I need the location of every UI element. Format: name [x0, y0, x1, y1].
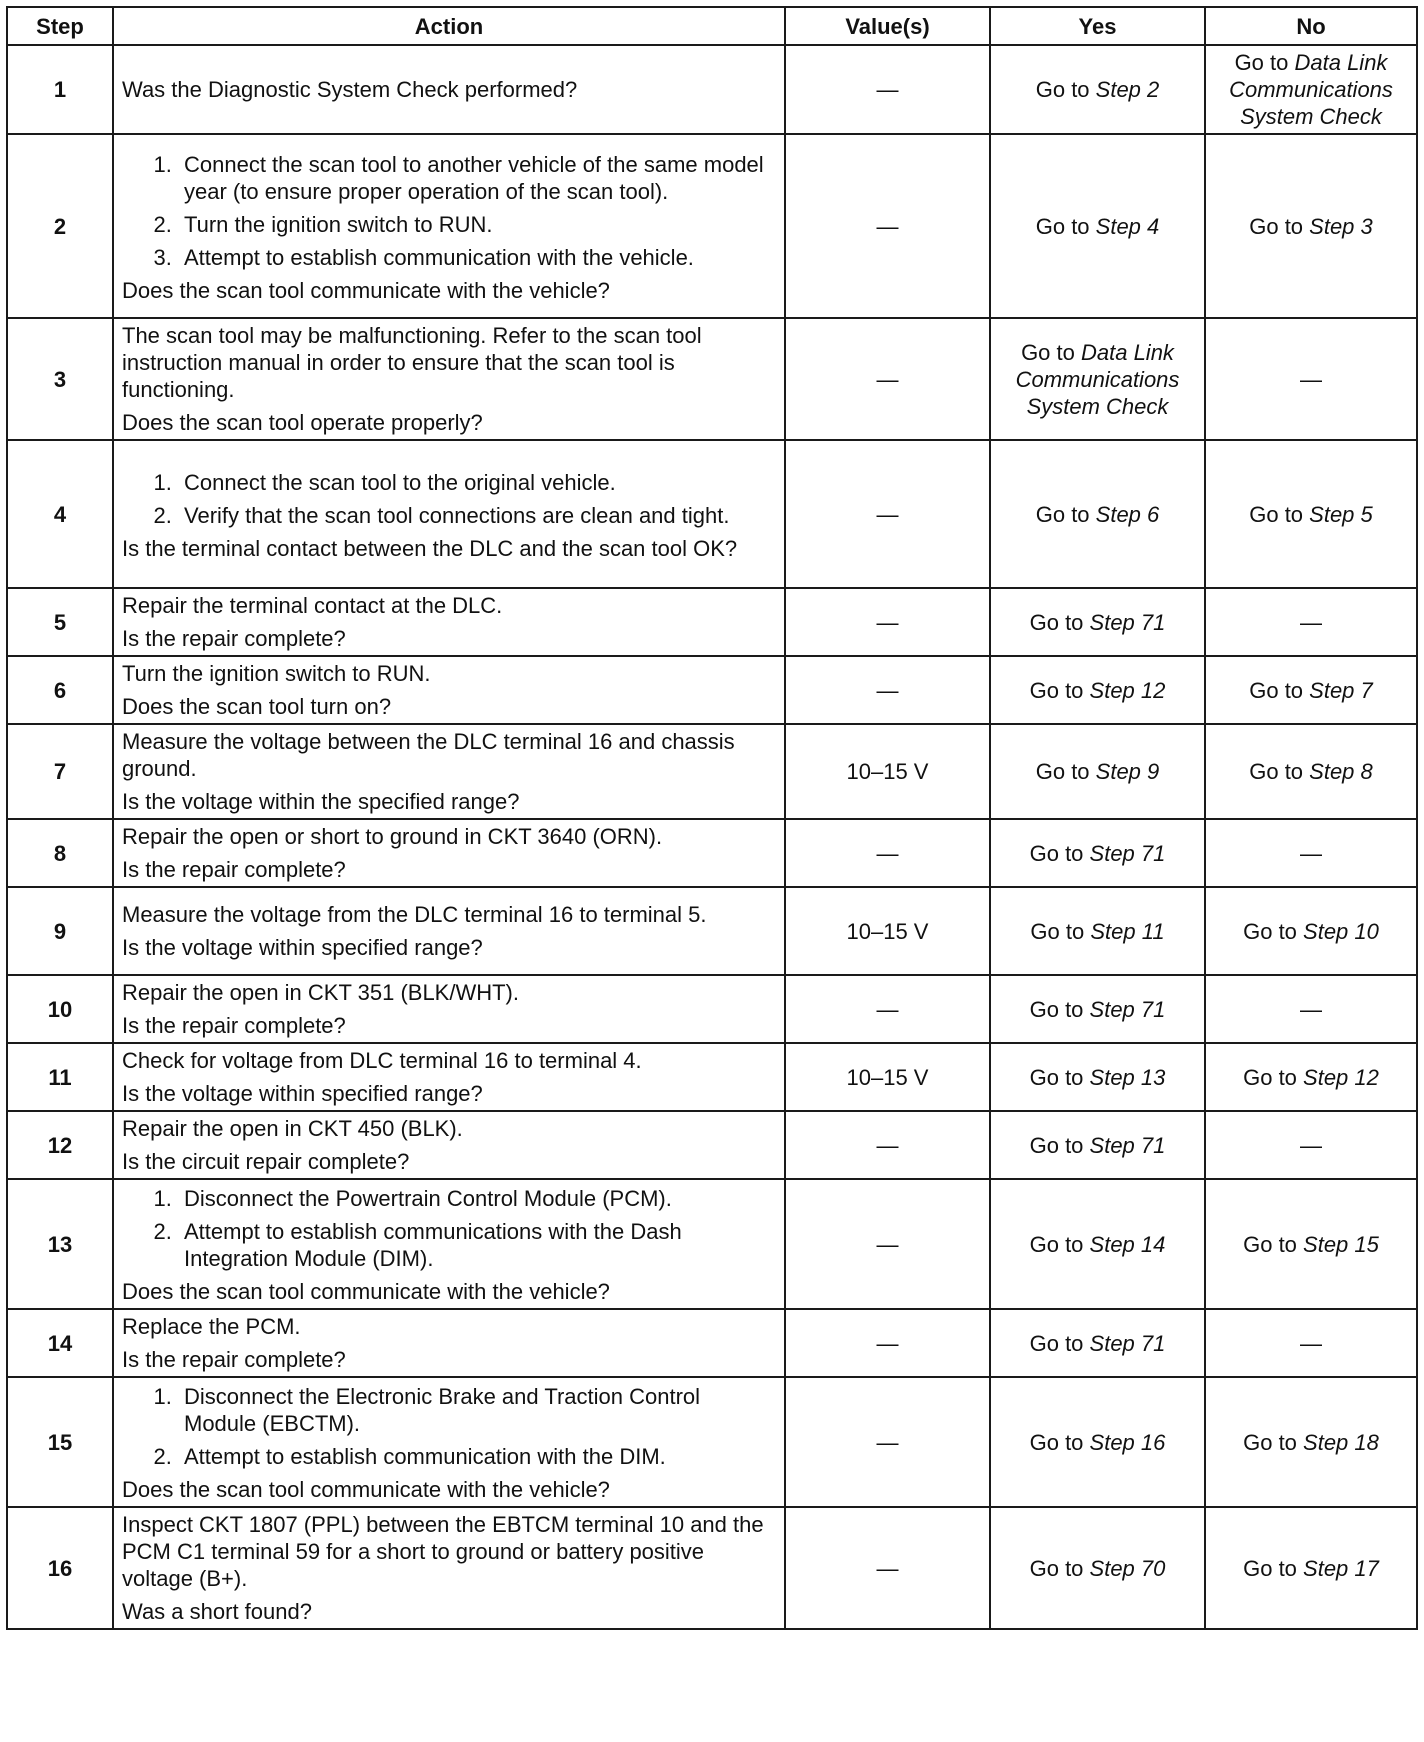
header-step: Step: [7, 7, 113, 45]
yes-goto-reference: Data Link Communications System Check: [1015, 339, 1180, 419]
yes-goto-prefix: Go to: [1029, 1064, 1090, 1090]
value-cell: —: [785, 134, 990, 318]
action-cell: [113, 1377, 785, 1507]
no-outcome: [1205, 1309, 1417, 1377]
no-not-applicable: —: [1300, 609, 1322, 635]
no-goto-reference: Step 12: [1303, 1064, 1379, 1090]
table-body: [7, 45, 1417, 1629]
table-row: [7, 1377, 1417, 1507]
value-cell: —: [785, 1309, 990, 1377]
action-instruction: Inspect CKT 1807 (PPL) between the EBTCM terminal 10 and the PCM C1 terminal 59 for a short to ground or battery positive voltage (B+).: [122, 1512, 764, 1591]
action-question: Is the voltage within specified range?: [122, 1081, 483, 1106]
action-instruction: Measure the voltage between the DLC terminal 16 and chassis ground.: [122, 729, 735, 781]
action-cell: [113, 819, 785, 887]
action-step-item: 2. Verify that the scan tool connections are clean and tight.: [178, 502, 776, 529]
value-cell: 10–15 V: [785, 1043, 990, 1111]
action-steps-list: [122, 1383, 776, 1470]
action-question: Was the Diagnostic System Check performed?: [122, 77, 578, 102]
yes-goto-prefix: Go to: [1035, 759, 1096, 784]
value-cell: —: [785, 318, 990, 440]
action-question: Is the voltage within the specified range?: [122, 789, 520, 814]
yes-outcome: [990, 588, 1205, 656]
action-step-item: 2. Attempt to establish communications with the Dash Integration Module (DIM).: [178, 1218, 776, 1272]
table-row: [7, 975, 1417, 1043]
action-cell: [113, 1507, 785, 1629]
yes-outcome: [990, 1507, 1205, 1629]
table-row: [7, 819, 1417, 887]
no-outcome: [1205, 1179, 1417, 1309]
action-steps-list: [122, 151, 776, 271]
action-cell: [113, 45, 785, 134]
value-cell: —: [785, 1111, 990, 1179]
action-step-item: 1. Disconnect the Powertrain Control Module (PCM).: [178, 1185, 776, 1212]
step-number: 6: [7, 656, 113, 724]
yes-outcome: [990, 1377, 1205, 1507]
yes-outcome: [990, 975, 1205, 1043]
action-instruction: Repair the open in CKT 450 (BLK).: [122, 1116, 463, 1141]
no-not-applicable: —: [1300, 996, 1322, 1022]
no-goto-reference: Step 10: [1303, 918, 1379, 944]
yes-goto-reference: Step 70: [1089, 1555, 1166, 1581]
action-instruction: Repair the terminal contact at the DLC.: [122, 593, 503, 618]
yes-goto-prefix: Go to: [1029, 677, 1090, 703]
action-question: Is the voltage within specified range?: [122, 935, 483, 960]
value-cell: —: [785, 45, 990, 134]
value-cell: —: [785, 819, 990, 887]
no-outcome: [1205, 1507, 1417, 1629]
table-row: [7, 45, 1417, 134]
yes-goto-prefix: Go to: [1035, 501, 1096, 527]
no-goto-prefix: Go to: [1234, 50, 1295, 75]
action-question: Is the terminal contact between the DLC and the scan tool OK?: [122, 535, 738, 561]
table-row: [7, 318, 1417, 440]
no-outcome: [1205, 588, 1417, 656]
step-number: 16: [7, 1507, 113, 1629]
action-question: Does the scan tool operate properly?: [122, 410, 483, 435]
yes-outcome: [990, 134, 1205, 318]
action-step-item: 1. Connect the scan tool to the original vehicle.: [178, 469, 776, 496]
action-cell: [113, 1179, 785, 1309]
step-number: 13: [7, 1179, 113, 1309]
action-instruction: The scan tool may be malfunctioning. Refer to the scan tool instruction manual in order to ensure that the scan tool is functioning.: [122, 323, 702, 402]
no-goto-prefix: Go to: [1243, 918, 1304, 944]
yes-outcome: [990, 440, 1205, 588]
yes-goto-reference: Step 12: [1089, 677, 1166, 703]
step-number: 1: [7, 45, 113, 134]
table-row: [7, 656, 1417, 724]
no-not-applicable: —: [1300, 1330, 1322, 1356]
yes-goto-reference: Step 71: [1089, 996, 1166, 1022]
action-instruction: Replace the PCM.: [122, 1314, 301, 1339]
yes-goto-prefix: Go to: [1030, 918, 1091, 944]
diagnostic-table-page: [6, 6, 1416, 1630]
yes-goto-prefix: Go to: [1029, 1132, 1090, 1158]
no-goto-reference: Step 5: [1309, 501, 1373, 527]
no-goto-reference: Data Link Communications System Check: [1229, 50, 1393, 129]
no-goto-prefix: Go to: [1243, 1231, 1304, 1257]
action-question: Does the scan tool communicate with the vehicle?: [122, 277, 610, 303]
table-row: [7, 1179, 1417, 1309]
action-cell: [113, 1043, 785, 1111]
no-outcome: [1205, 724, 1417, 819]
step-number: 2: [7, 134, 113, 318]
header-yes: Yes: [990, 7, 1205, 45]
action-cell: [113, 656, 785, 724]
no-goto-prefix: Go to: [1249, 213, 1310, 239]
diagnostic-table: [6, 6, 1418, 1630]
step-number: 12: [7, 1111, 113, 1179]
table-row: [7, 440, 1417, 588]
yes-outcome: [990, 656, 1205, 724]
no-not-applicable: —: [1300, 1132, 1322, 1158]
table-row: [7, 588, 1417, 656]
table-row: [7, 1043, 1417, 1111]
no-goto-prefix: Go to: [1249, 677, 1310, 703]
action-question: Is the repair complete?: [122, 1347, 346, 1372]
yes-outcome: [990, 1309, 1205, 1377]
action-step-item: 1. Disconnect the Electronic Brake and Traction Control Module (EBCTM).: [178, 1383, 776, 1437]
action-cell: [113, 887, 785, 975]
yes-goto-reference: Step 71: [1089, 1330, 1166, 1356]
step-number: 15: [7, 1377, 113, 1507]
yes-outcome: [990, 1111, 1205, 1179]
table-row: [7, 1309, 1417, 1377]
action-cell: [113, 724, 785, 819]
yes-goto-reference: Step 4: [1095, 213, 1160, 239]
yes-outcome: [990, 819, 1205, 887]
yes-outcome: [990, 887, 1205, 975]
action-cell: [113, 440, 785, 588]
action-question: Does the scan tool turn on?: [122, 694, 392, 719]
step-number: 4: [7, 440, 113, 588]
action-cell: [113, 134, 785, 318]
yes-outcome: [990, 318, 1205, 440]
no-not-applicable: —: [1300, 840, 1322, 866]
yes-goto-prefix: Go to: [1029, 1429, 1090, 1455]
value-cell: —: [785, 440, 990, 588]
action-cell: [113, 1111, 785, 1179]
no-outcome: [1205, 887, 1417, 975]
action-instruction: Measure the voltage from the DLC terminal 16 to terminal 5.: [122, 902, 707, 927]
action-question: Is the circuit repair complete?: [122, 1149, 410, 1174]
action-steps-list: [122, 1185, 776, 1272]
no-goto-reference: Step 18: [1303, 1429, 1379, 1455]
yes-goto-prefix: Go to: [1029, 1330, 1090, 1356]
no-outcome: [1205, 318, 1417, 440]
value-cell: —: [785, 1179, 990, 1309]
value-cell: —: [785, 1377, 990, 1507]
header-values: Value(s): [785, 7, 990, 45]
table-row: [7, 1111, 1417, 1179]
no-goto-prefix: Go to: [1243, 1555, 1304, 1581]
action-step-item: 1. Connect the scan tool to another vehicle of the same model year (to ensure proper operation of the scan tool).: [178, 151, 776, 205]
step-number: 14: [7, 1309, 113, 1377]
yes-goto-prefix: Go to: [1035, 213, 1096, 239]
action-question: Is the repair complete?: [122, 626, 346, 651]
yes-goto-prefix: Go to: [1021, 339, 1081, 365]
no-not-applicable: —: [1300, 366, 1322, 392]
step-number: 5: [7, 588, 113, 656]
action-step-item: 2. Turn the ignition switch to RUN.: [178, 211, 776, 238]
action-question: Does the scan tool communicate with the vehicle?: [122, 1477, 610, 1502]
yes-goto-prefix: Go to: [1035, 77, 1096, 102]
action-cell: [113, 975, 785, 1043]
yes-outcome: [990, 1179, 1205, 1309]
table-row: [7, 134, 1417, 318]
yes-goto-prefix: Go to: [1029, 840, 1090, 866]
step-number: 10: [7, 975, 113, 1043]
no-outcome: [1205, 1043, 1417, 1111]
value-cell: —: [785, 656, 990, 724]
value-cell: —: [785, 975, 990, 1043]
no-goto-reference: Step 17: [1303, 1555, 1379, 1581]
no-goto-prefix: Go to: [1249, 501, 1310, 527]
yes-outcome: [990, 1043, 1205, 1111]
yes-outcome: [990, 45, 1205, 134]
no-goto-prefix: Go to: [1249, 759, 1310, 784]
step-number: 3: [7, 318, 113, 440]
action-question: Does the scan tool communicate with the vehicle?: [122, 1279, 610, 1304]
no-outcome: [1205, 656, 1417, 724]
action-steps-list: [122, 469, 776, 529]
yes-goto-reference: Step 13: [1089, 1064, 1166, 1090]
table-row: [7, 887, 1417, 975]
action-step-item: 2. Attempt to establish communication with the DIM.: [178, 1443, 776, 1470]
yes-goto-reference: Step 11: [1090, 918, 1165, 944]
no-goto-prefix: Go to: [1243, 1429, 1304, 1455]
no-outcome: [1205, 45, 1417, 134]
no-goto-prefix: Go to: [1243, 1064, 1304, 1090]
no-goto-reference: Step 7: [1309, 677, 1373, 703]
yes-outcome: [990, 724, 1205, 819]
step-number: 11: [7, 1043, 113, 1111]
no-goto-reference: Step 15: [1303, 1231, 1379, 1257]
action-question: Was a short found?: [122, 1599, 312, 1624]
no-goto-reference: Step 8: [1309, 759, 1373, 784]
no-goto-reference: Step 3: [1309, 213, 1373, 239]
no-outcome: [1205, 440, 1417, 588]
action-cell: [113, 588, 785, 656]
table-row: [7, 1507, 1417, 1629]
yes-goto-reference: Step 16: [1089, 1429, 1166, 1455]
action-question: Is the repair complete?: [122, 1013, 346, 1038]
yes-goto-reference: Step 6: [1095, 501, 1160, 527]
yes-goto-reference: Step 9: [1095, 759, 1160, 784]
yes-goto-reference: Step 71: [1089, 1132, 1166, 1158]
no-outcome: [1205, 1377, 1417, 1507]
value-cell: 10–15 V: [785, 724, 990, 819]
value-cell: —: [785, 588, 990, 656]
action-step-item: 3. Attempt to establish communication with the vehicle.: [178, 244, 776, 271]
yes-goto-prefix: Go to: [1029, 996, 1090, 1022]
header-row: [7, 7, 1417, 45]
step-number: 9: [7, 887, 113, 975]
yes-goto-prefix: Go to: [1029, 1231, 1090, 1257]
action-instruction: Check for voltage from DLC terminal 16 to terminal 4.: [122, 1048, 642, 1073]
table-row: [7, 724, 1417, 819]
no-outcome: [1205, 975, 1417, 1043]
yes-goto-reference: Step 71: [1089, 609, 1166, 635]
value-cell: 10–15 V: [785, 887, 990, 975]
no-outcome: [1205, 1111, 1417, 1179]
value-cell: —: [785, 1507, 990, 1629]
no-outcome: [1205, 134, 1417, 318]
yes-goto-reference: Step 14: [1089, 1231, 1166, 1257]
step-number: 8: [7, 819, 113, 887]
action-instruction: Turn the ignition switch to RUN.: [122, 661, 431, 686]
header-action: Action: [113, 7, 785, 45]
header-no: No: [1205, 7, 1417, 45]
action-cell: [113, 1309, 785, 1377]
action-question: Is the repair complete?: [122, 857, 346, 882]
action-instruction: Repair the open or short to ground in CKT 3640 (ORN).: [122, 824, 663, 849]
yes-goto-prefix: Go to: [1029, 609, 1090, 635]
action-cell: [113, 318, 785, 440]
step-number: 7: [7, 724, 113, 819]
yes-goto-reference: Step 2: [1095, 77, 1160, 102]
yes-goto-reference: Step 71: [1089, 840, 1166, 866]
yes-goto-prefix: Go to: [1029, 1555, 1090, 1581]
action-instruction: Repair the open in CKT 351 (BLK/WHT).: [122, 980, 519, 1005]
no-outcome: [1205, 819, 1417, 887]
